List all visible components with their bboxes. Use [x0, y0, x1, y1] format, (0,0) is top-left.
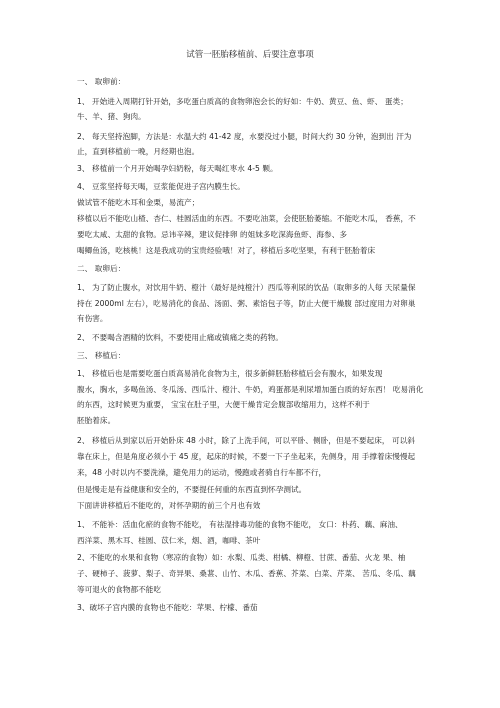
section-heading-3: 三、 移植后： — [77, 351, 126, 360]
paragraph-line: 做试管不能吃木耳和金栗，易流产； — [77, 198, 200, 207]
paragraph-line: 有伤害。 — [77, 314, 108, 323]
paragraph-line: 来，48 小时以内不要洗澡，避免用力的运动，慢跑或者骑自行车都不行， — [77, 468, 327, 477]
paragraph-line: 腹水，胸水，多喝鱼汤、冬瓜汤、西瓜汁、橙汁、牛奶，鸡蛋都是利尿增加蛋白质的好东西！ 吃易消化 — [77, 385, 424, 394]
paragraph-line: 胚胎着床。 — [77, 416, 116, 425]
section-heading-2: 二、 取卵后： — [77, 264, 126, 273]
paragraph-line: 4、 豆浆坚持每天喝，豆浆能促进子宫内膜生长。 — [77, 182, 245, 191]
paragraph-line: 但是慢走是有益健康和安全的，不要提任何重的东西直到怀孕测试。 — [77, 485, 307, 494]
paragraph-line: 3、破坏子宫内膜的食物也不能吃：苹果、柠檬、番茄 — [77, 603, 258, 612]
paragraph-line: 3、 移植前一个月开始喝孕妇奶粉，每天喝红枣水 4-5 颗。 — [77, 164, 278, 173]
paragraph-line: 西洋菜、黑木耳、桂圆、苡仁米，烟、酒，咖啡、茶叶 — [77, 536, 261, 545]
paragraph-line: 1、 移植后也是需要吃蛋白质高易消化食物为主，很多新鲜胚胎移植后会有腹水，如果发现 — [77, 369, 383, 378]
paragraph-line: 2、不能吃的水果和食物（寒凉的食物）如：水梨、瓜类、柑橘、柳橙、甘蔗、番茄、火龙 果、柚 — [77, 553, 406, 562]
paragraph-line: 靠在床上，但是角度必须小于 45 度，起床的时候，不要一下子坐起来，先侧身，用 手撑着床慢慢起 — [77, 452, 416, 461]
paragraph-line: 1、 为了防止腹水，对饮用牛奶、橙汁（最好是纯橙汁）西瓜等利尿的饮品（取卵多的人每 天尿量保 — [77, 283, 416, 292]
paragraph-line: 持在 2000ml 左右），吃易消化的食品、汤面、粥、素馅包子等，防止大便干燥腹 部过度用力对卵巢 — [77, 299, 416, 308]
paragraph-line: 2、 每天坚持泡脚，方法是：水温大约 41-42 度，水要没过小腿，时间大约 30 分钟，泡到出 汗为 — [77, 132, 412, 141]
paragraph-line: 2、 移植后从到家以后开始卧床 48 小时，除了上洗手间，可以平卧、侧卧，但是不要起床， 可以斜 — [77, 436, 415, 445]
paragraph-line: 的东西，这时候更为重要， 宝宝在肚子里，大便干燥肯定会腹部收缩用力，这样不利于 — [77, 400, 370, 409]
paragraph-line: 下面讲讲移植后不能吃的，对怀孕期的前三个月也有效 — [77, 501, 261, 510]
paragraph-line: 止，直到移植前一晚，月经期也泡。 — [77, 147, 200, 156]
paragraph-line: 牛、羊、猪、狗肉。 — [77, 112, 146, 121]
paragraph-line: 等可退火的食物都不能吃 — [77, 585, 162, 594]
paragraph-line: 喝鲫鱼汤，吃核桃！这是我成功的宝贵经验哦！对了，移植后多吃坚果，有利于胚胎着床 — [77, 246, 376, 255]
paragraph-line: 1、 不能补：活血化瘀的食物不能吃， 有祛湿排毒功能的食物不能吃， 女口：朴药、藕、麻油、 — [77, 520, 403, 529]
paragraph-line: 2、 不要喝含酒精的饮料，不要使用止痛或镇痛之类的药物。 — [77, 333, 284, 342]
paragraph-line: 移植以后不能吃山楂、杏仁、桂圆活血的东西。不要吃油菜，会使胚胎萎缩。不能吃木瓜， 香蕉，不 — [77, 214, 416, 223]
paragraph-line: 1、 开始进入周期打针开始，多吃蛋白质高的食物卵泡会长的好如：牛奶、黄豆、鱼、虾、 蛋类； — [77, 97, 408, 106]
paragraph-line: 子、硬柿子、菠萝、梨子、奇异果、桑葚、山竹、木瓜、香蕉、芥菜、白菜、芹菜、 苦瓜、冬瓜、藕 — [77, 569, 416, 578]
document-title: 试管一胚胎移植前、后要注意事项 — [186, 50, 314, 60]
paragraph-line: 要吃太咸、太甜的食物。忌讳辛辣，建议促排卵 的姐妹多吃深海鱼虾、海参、多 — [77, 230, 347, 239]
section-heading-1: 一、 取卵前： — [77, 77, 126, 86]
